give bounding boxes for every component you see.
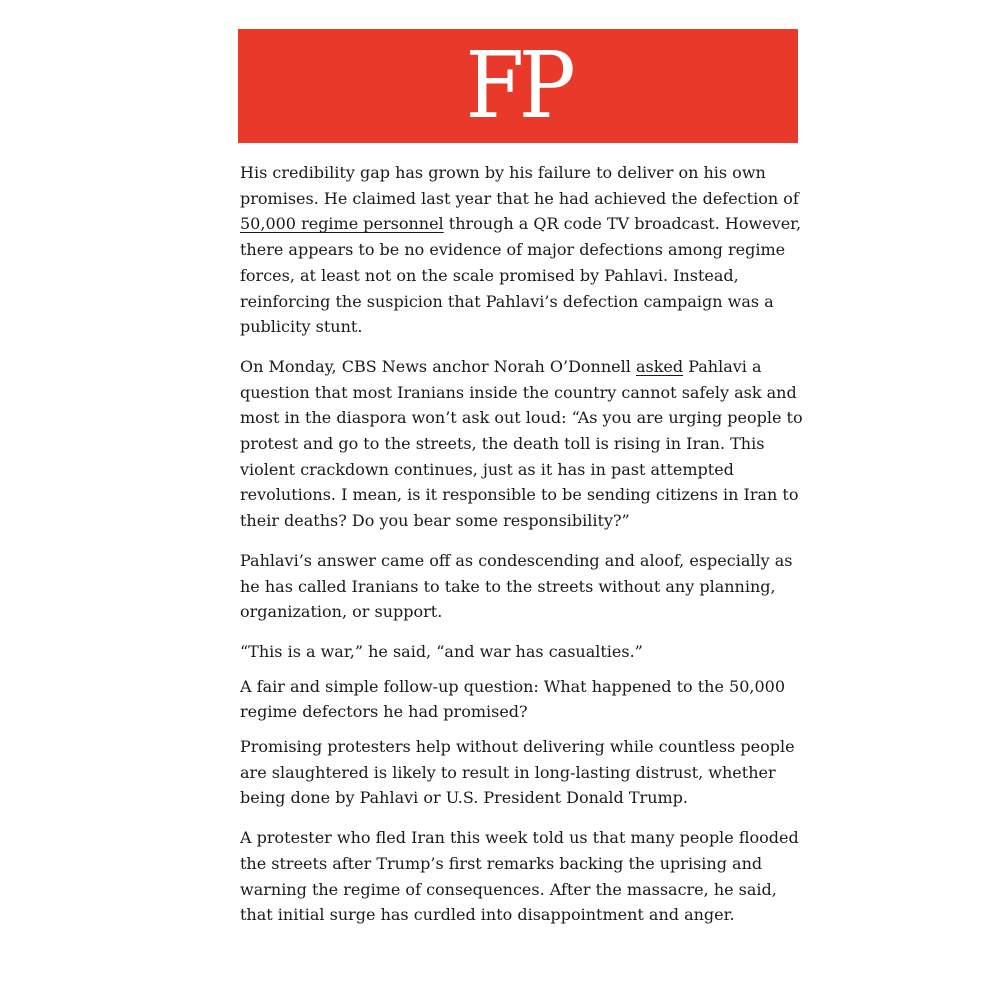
paragraph-war-quote: “This is a war,” he said, “and war has casualties.” bbox=[240, 641, 643, 661]
paragraph-protester: A protester who fled Iran this week told us that many people flooded the streets after Trump’s first remarks backing the uprising and warning the regime of consequences. After the massacre, he said, that initial surge has curdled into disappointment and anger. bbox=[240, 828, 799, 925]
fp-logo: FP bbox=[465, 32, 571, 139]
fp-logo-banner bbox=[238, 29, 798, 143]
paragraph-defections: His credibility gap has grown by his failure to deliver on his own promises. He claimed last year that he had achieved the defection of 50,000 regime personnel through a QR code TV broadcast. However, there appears to be no evidence of major defections among regime forces, at least not on the scale promised by Pahlavi. Instead, reinforcing the suspicion that Pahlavi’s defection campaign was a publicity stunt. bbox=[240, 163, 802, 337]
article-body bbox=[240, 160, 810, 942]
paragraph-distrust: Promising protesters help without delivering while countless people are slaughtered is likely to result in long-lasting distrust, whether being done by Pahlavi or U.S. President Donald Trump. bbox=[240, 737, 795, 808]
paragraph-pahlavi-answer: Pahlavi’s answer came off as condescending and aloof, especially as he has called Iranians to take to the streets without any planning, organization, or support. bbox=[240, 550, 793, 622]
paragraph-follow-up: A fair and simple follow-up question: What happened to the 50,000 regime defectors he had promised? bbox=[240, 676, 786, 722]
link-50000-regime-personnel[interactable]: 50,000 regime personnel bbox=[240, 214, 444, 234]
paragraph-cbs-interview: On Monday, CBS News anchor Norah O’Donnell asked Pahlavi a question that most Iranians inside the country cannot safely ask and most in the diaspora won’t ask out loud: “As you are urging people to protest and go to the streets, the death toll is rising in Iran. This violent crackdown continues, just as it has in past attempted revolutions. I mean, is it responsible to be sending citizens in Iran to their deaths? Do you bear some responsibility?” bbox=[240, 356, 803, 531]
link-asked[interactable]: asked bbox=[635, 356, 684, 376]
